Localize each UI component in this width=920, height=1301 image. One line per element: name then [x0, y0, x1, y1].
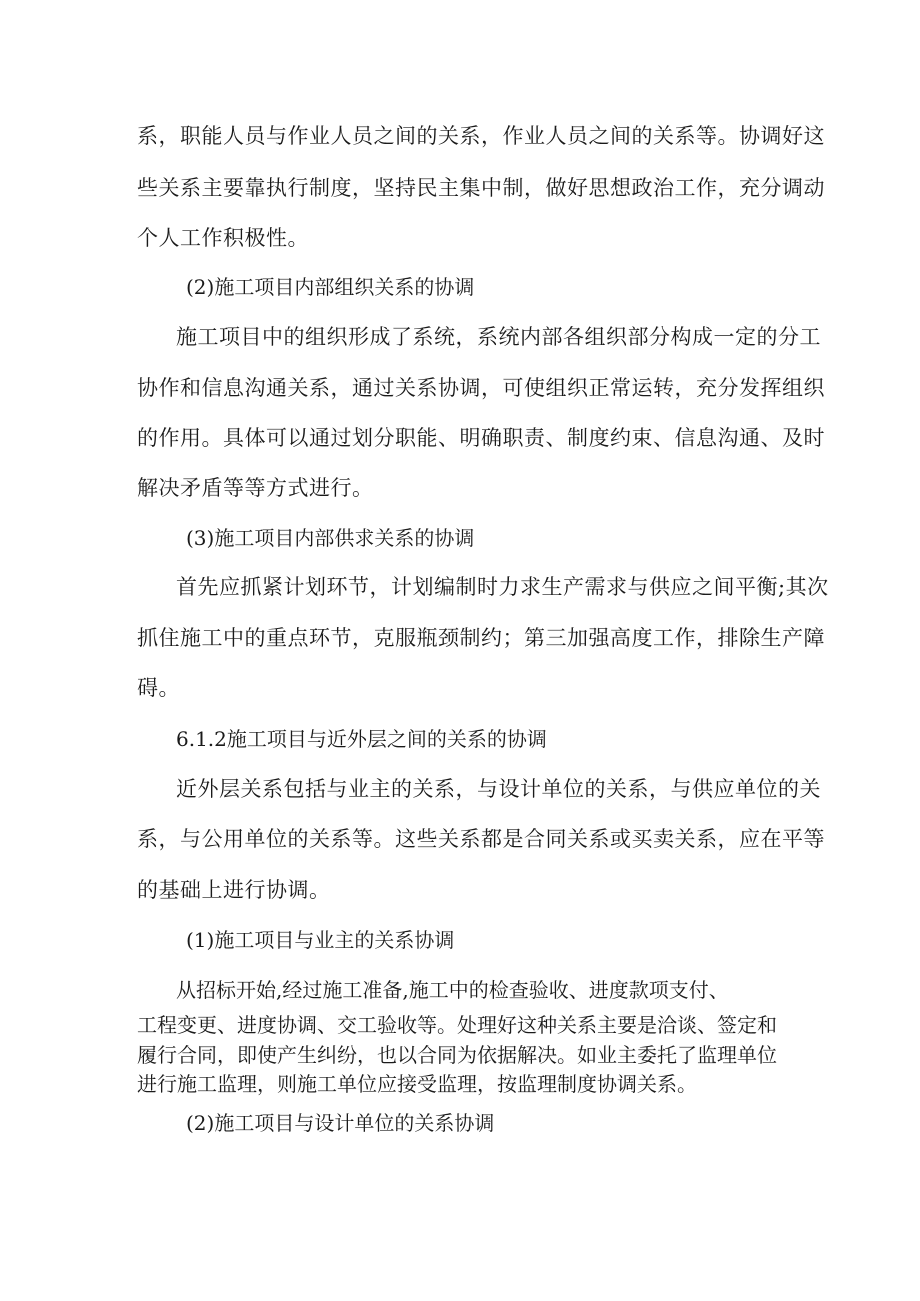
- paragraph-2-line-1: 施工项目中的组织形成了系统，系统内部各组织部分构成一定的分工: [176, 325, 821, 349]
- section-heading-6-1-2: 6.1.2施工项目与近外层之间的关系的协调: [176, 727, 547, 751]
- paragraph-2-line-3: 的作用。具体可以通过划分职能、明确职责、制度约束、信息沟通、及时: [137, 426, 825, 450]
- paragraph-3-line-1: 首先应抓紧计划环节，计划编制时力求生产需求与供应之间平衡;其次: [176, 575, 829, 599]
- heading-owner-relationship: (1)施工项目与业主的关系协调: [186, 928, 455, 952]
- heading-design-unit-relationship: (2)施工项目与设计单位的关系协调: [186, 1111, 495, 1135]
- heading-internal-organization: (2)施工项目内部组织关系的协调: [186, 275, 475, 299]
- paragraph-3-line-3: 碍。: [137, 676, 180, 700]
- paragraph-2-line-2: 协作和信息沟通关系，通过关系协调，可使组织正常运转，充分发挥组织: [137, 376, 825, 400]
- paragraph-4-line-1: 近外层关系包括与业主的关系，与设计单位的关系，与供应单位的关: [176, 777, 821, 801]
- paragraph-1-line-2: 些关系主要靠执行制度，坚持民主集中制，做好思想政治工作，充分调动: [137, 176, 825, 200]
- paragraph-4-line-2: 系，与公用单位的关系等。这些关系都是合同关系或买卖关系，应在平等: [137, 827, 825, 851]
- paragraph-5-line-1: 从招标开始,经过施工准备,施工中的检查验收、进度款项支付、: [176, 978, 729, 1002]
- paragraph-1-line-3: 个人工作积极性。: [137, 226, 309, 250]
- paragraph-3-line-2: 抓住施工中的重点环节，克服瓶颈制约；第三加强高度工作，排除生产障: [137, 626, 825, 650]
- paragraph-1-line-1: 系，职能人员与作业人员之间的关系，作业人员之间的关系等。协调好这: [137, 124, 825, 148]
- paragraph-2-line-4: 解决矛盾等等方式进行。: [137, 476, 374, 500]
- paragraph-5-line-3: 履行合同，即使产生纠纷，也以合同为依据解决。如业主委托了监理单位: [137, 1043, 777, 1067]
- paragraph-4-line-3: 的基础上进行协调。: [137, 878, 331, 902]
- paragraph-5-line-4: 进行施工监理，则施工单位应接受监理，按监理制度协调关系。: [137, 1072, 697, 1096]
- heading-internal-supply-demand: (3)施工项目内部供求关系的协调: [186, 526, 475, 550]
- paragraph-5-line-2: 工程变更、进度协调、交工验收等。处理好这种关系主要是洽谈、签定和: [137, 1013, 777, 1037]
